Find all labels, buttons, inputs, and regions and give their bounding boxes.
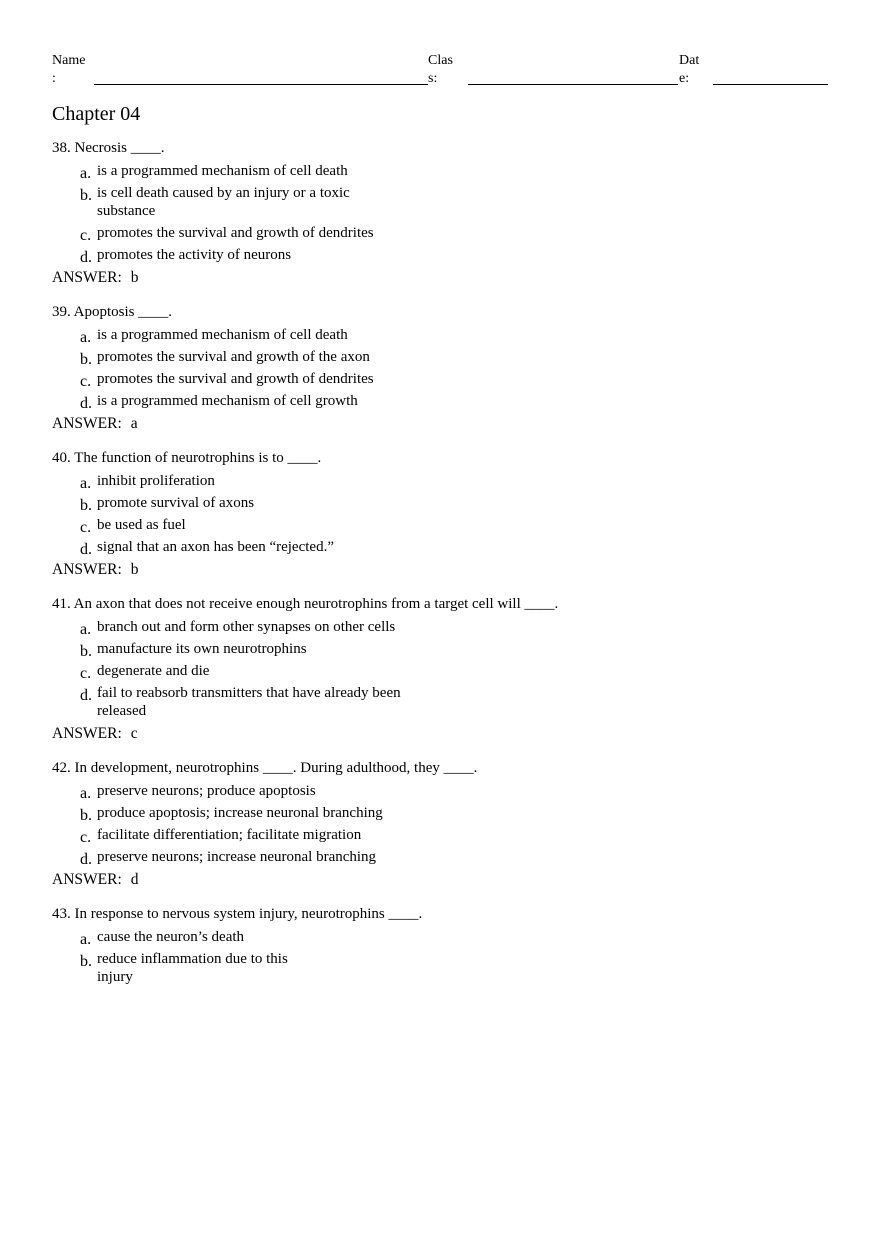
class-label-bottom: s: [428, 71, 438, 86]
answer-option [52, 826, 852, 844]
answer-option [52, 516, 852, 534]
option-text: be used as fuel [97, 517, 186, 533]
chapter-title: Chapter 04 [52, 103, 141, 125]
option-letter: a. [80, 785, 92, 802]
answer-option [52, 348, 852, 366]
answer-option [52, 392, 852, 410]
answer-option [52, 950, 852, 986]
answer-option [52, 224, 852, 242]
answer-option [52, 326, 852, 344]
class-label [428, 52, 453, 88]
question-6 [52, 904, 852, 986]
option-letter: b. [80, 497, 92, 514]
option-text-continued: injury [97, 969, 133, 985]
answer-option [52, 246, 852, 264]
answer-option [52, 370, 852, 388]
question-2 [52, 302, 852, 434]
option-letter: d. [80, 249, 92, 266]
option-letter: d. [80, 851, 92, 868]
option-letter: b. [80, 807, 92, 824]
answer-option [52, 184, 852, 220]
option-letter: d. [80, 395, 92, 412]
option-text: promotes the survival and growth of dendrites [97, 371, 374, 387]
answer-label: ANSWER: [52, 415, 122, 432]
answer-option [52, 472, 852, 490]
question-1 [52, 138, 852, 288]
option-text: promotes the activity of neurons [97, 247, 292, 263]
option-text: is a programmed mechanism of cell growth [97, 393, 358, 409]
answer-option [52, 662, 852, 680]
option-text: promotes the survival and growth of the axon [97, 349, 370, 365]
class-line [468, 84, 678, 85]
option-text: is a programmed mechanism of cell death [97, 163, 348, 179]
option-letter: c. [80, 227, 92, 244]
option-letter: c. [80, 373, 92, 390]
answer-option [52, 538, 852, 556]
date-line [713, 84, 828, 85]
answer-value: d [130, 871, 139, 888]
name-label [52, 52, 85, 88]
option-text: facilitate differentiation; facilitate migration [97, 827, 362, 843]
answer-option [52, 618, 852, 636]
answer-line [52, 870, 852, 890]
date-label-top: Dat [679, 53, 700, 68]
answer-label: ANSWER: [52, 871, 122, 888]
option-text-continued: substance [97, 203, 156, 219]
answer-label: ANSWER: [52, 561, 122, 578]
question-stem: 41. An axon that does not receive enough neurotrophins from a target cell will ____. [52, 596, 559, 612]
question-stem: 38. Necrosis ____. [52, 140, 165, 156]
name-line [94, 84, 428, 85]
answer-value: b [130, 269, 139, 286]
answer-option [52, 494, 852, 512]
option-text: promote survival of axons [97, 495, 255, 511]
name-label-bottom: : [52, 71, 56, 86]
answer-label: ANSWER: [52, 269, 122, 286]
option-letter: a. [80, 329, 92, 346]
option-text: signal that an axon has been “rejected.” [97, 539, 334, 555]
option-text: promotes the survival and growth of dendrites [97, 225, 374, 241]
option-letter: a. [80, 475, 92, 492]
answer-value: c [130, 725, 138, 742]
question-4 [52, 594, 852, 744]
option-letter: a. [80, 621, 92, 638]
option-text: manufacture its own neurotrophins [97, 641, 307, 657]
option-text: is cell death caused by an injury or a toxic [97, 185, 350, 201]
option-letter: c. [80, 665, 92, 682]
answer-option [52, 162, 852, 180]
answer-line [52, 414, 852, 434]
option-letter: a. [80, 165, 92, 182]
answer-option [52, 928, 852, 946]
option-text: preserve neurons; increase neuronal branching [97, 849, 377, 865]
option-letter: d. [80, 541, 92, 558]
answer-line [52, 724, 852, 744]
option-text: fail to reabsorb transmitters that have already been [97, 685, 401, 701]
question-stem: 39. Apoptosis ____. [52, 304, 173, 320]
option-letter: b. [80, 351, 92, 368]
date-label-bottom: e: [679, 71, 690, 86]
option-text-continued: released [97, 703, 147, 719]
option-text: branch out and form other synapses on other cells [97, 619, 396, 635]
option-letter: b. [80, 643, 92, 660]
answer-value: a [130, 415, 138, 432]
answer-line [52, 560, 852, 580]
answer-option [52, 782, 852, 800]
question-3 [52, 448, 852, 580]
option-letter: b. [80, 953, 92, 970]
question-5 [52, 758, 852, 890]
option-letter: d. [80, 687, 92, 704]
option-text: is a programmed mechanism of cell death [97, 327, 348, 343]
option-letter: c. [80, 829, 92, 846]
option-letter: a. [80, 931, 92, 948]
answer-option [52, 804, 852, 822]
option-text: inhibit proliferation [97, 473, 215, 489]
option-letter: c. [80, 519, 92, 536]
date-label [679, 52, 699, 88]
class-label-top: Clas [428, 53, 453, 68]
option-text: degenerate and die [97, 663, 210, 679]
option-text: cause the neuron’s death [97, 929, 245, 945]
question-stem: 42. In development, neurotrophins ____. During adulthood, they ____. [52, 760, 478, 776]
answer-line [52, 268, 852, 288]
question-stem: 40. The function of neurotrophins is to ____. [52, 450, 322, 466]
answer-value: b [130, 561, 139, 578]
name-label-top: Name [52, 53, 86, 68]
answer-label: ANSWER: [52, 725, 122, 742]
answer-option [52, 848, 852, 866]
option-letter: b. [80, 187, 92, 204]
question-stem: 43. In response to nervous system injury, neurotrophins ____. [52, 906, 423, 922]
answer-option [52, 684, 852, 720]
option-text: reduce inflammation due to this [97, 951, 288, 967]
option-text: produce apoptosis; increase neuronal branching [97, 805, 383, 821]
question-list [52, 138, 852, 1000]
answer-option [52, 640, 852, 658]
option-text: preserve neurons; produce apoptosis [97, 783, 316, 799]
